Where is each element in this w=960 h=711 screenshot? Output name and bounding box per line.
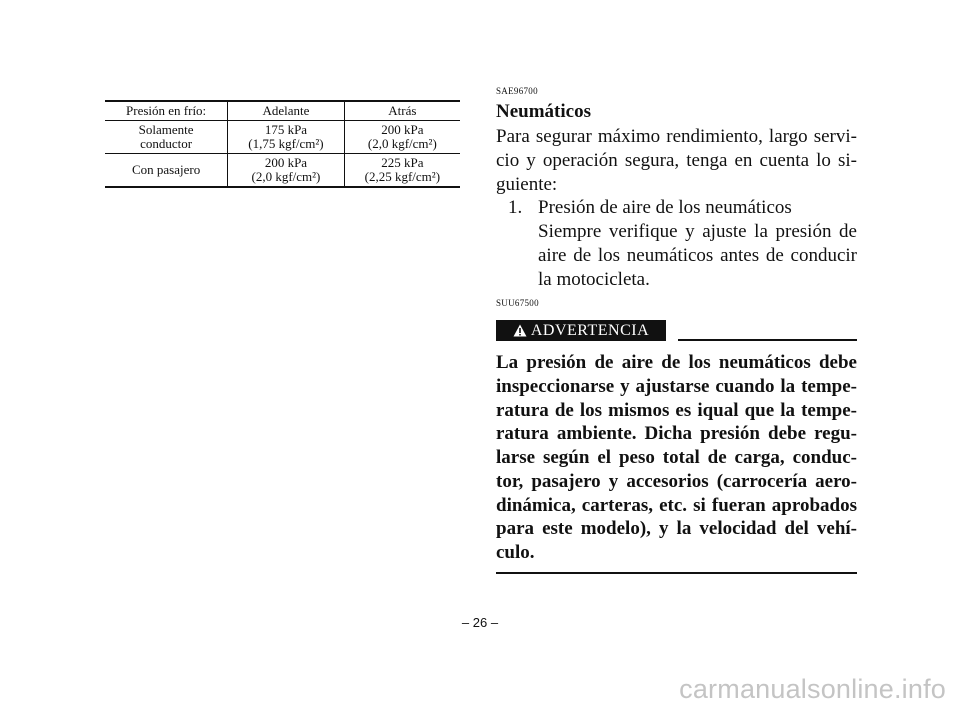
- list-item-number: 1.: [508, 197, 523, 218]
- cell-text: conductor: [140, 136, 193, 151]
- front-pressure-cell: [228, 154, 345, 188]
- cell-text: (2,0 kgf/cm²): [251, 169, 321, 184]
- column-header: Presión en frío:: [105, 101, 228, 121]
- tire-pressure-table: [105, 100, 460, 188]
- cell-text: (1,75 kgf/cm²): [248, 136, 324, 151]
- page-number: – 26 –: [461, 615, 499, 630]
- cell-text: (2,0 kgf/cm²): [367, 136, 437, 151]
- row-label-cell: [105, 121, 228, 154]
- warning-label-text: ADVERTENCIA: [530, 322, 650, 339]
- list-item-text: Siempre verifique y ajuste la presión de aire de los neumáticos antes de conducir la motocicleta.: [538, 221, 857, 290]
- table-row: [105, 121, 460, 154]
- table-header-row: [105, 101, 460, 121]
- cell-text: Con pasajero: [131, 162, 201, 177]
- warning-end-rule: [496, 572, 857, 574]
- column-header: Adelante: [228, 101, 345, 121]
- table-row: [105, 154, 460, 188]
- section-title: Neumáticos: [496, 101, 591, 122]
- rear-pressure-cell: [344, 121, 460, 154]
- warning-triangle-icon: [513, 324, 527, 337]
- warning-rule: [678, 339, 857, 341]
- front-pressure-cell: [228, 121, 345, 154]
- rear-pressure-cell: [344, 154, 460, 188]
- cell-text: 225 kPa: [381, 155, 424, 170]
- cell-text: (2,25 kgf/cm²): [364, 169, 441, 184]
- row-label-cell: [105, 154, 228, 188]
- section-code: SAE96700: [496, 86, 538, 96]
- warning-text: La presión de aire de los neumáticos debe inspeccionarse y ajustarse cuando la tempe-ratura de los mismos es iqual que la tempe-ratura ambiente. Dicha presión debe regu-larse según el peso total de carga, conduc-tor, pasajero y accesorios (carrocería aero-dinámica, carteras, etc. si fueran aprobados para este modelo), y la velocidad del vehí-culo.: [496, 352, 857, 563]
- column-header: Atrás: [344, 101, 460, 121]
- list-item-title: Presión de aire de los neumáticos: [538, 197, 792, 218]
- cell-text: 200 kPa: [264, 155, 308, 170]
- warning-label: [496, 320, 666, 341]
- intro-paragraph: Para segurar máximo rendimiento, largo servi-cio y operación segura, tenga en cuenta lo si-guiente:: [496, 126, 857, 195]
- cell-text: Solamente: [138, 122, 194, 137]
- warning-code: SUU67500: [496, 298, 539, 308]
- cell-text: 200 kPa: [381, 122, 424, 137]
- watermark: carmanualsonline.info: [679, 674, 946, 704]
- cell-text: 175 kPa: [264, 122, 308, 137]
